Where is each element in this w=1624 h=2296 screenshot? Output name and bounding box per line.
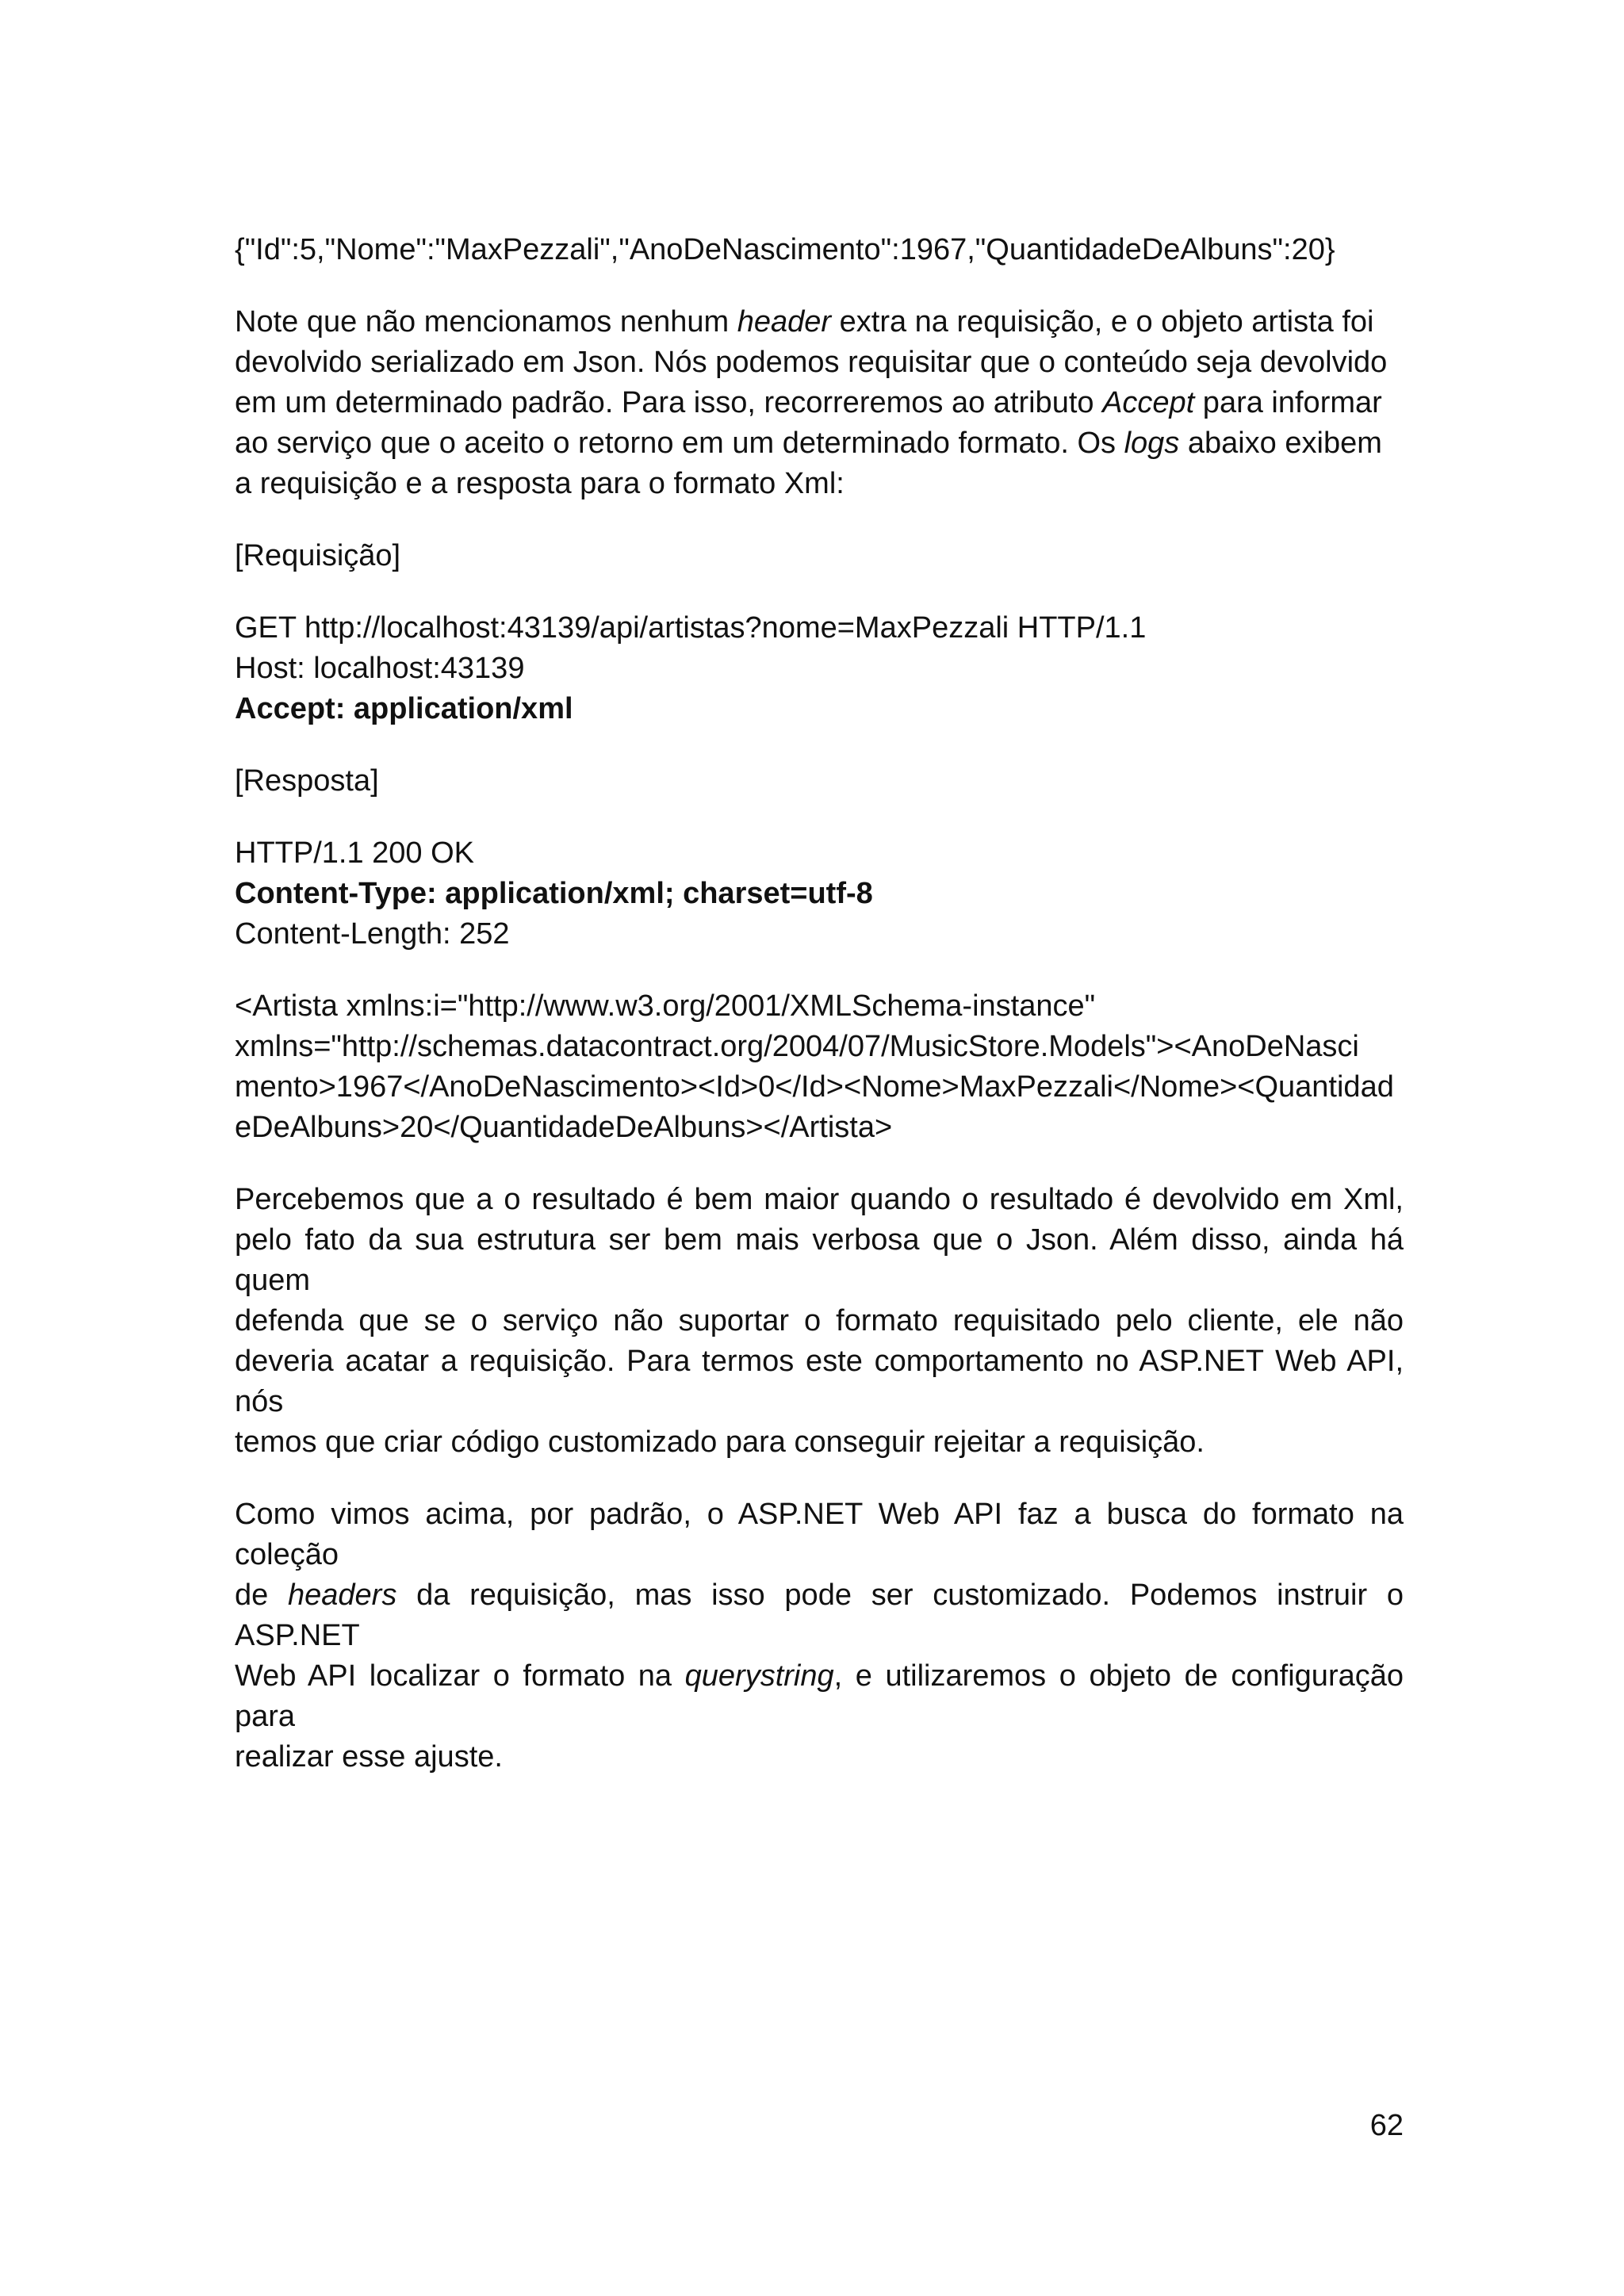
italic-term: logs <box>1124 427 1180 460</box>
italic-term: querystring <box>684 1659 834 1693</box>
paragraph-line: temos que criar código customizado para conseguir rejeitar a requisição. <box>235 1425 1205 1459</box>
xml-line: eDeAlbuns>20</QuantidadeDeAlbuns></Artista> <box>235 1111 893 1144</box>
text-run: Note que não mencionamos nenhum <box>235 305 737 339</box>
response-log <box>235 833 1404 955</box>
xml-body <box>235 986 1404 1148</box>
text-run: ao serviço que o aceito o retorno em um determinado formato. Os <box>235 427 1124 460</box>
paragraph-line <box>235 1656 1404 1737</box>
paragraph-intro <box>235 302 1404 504</box>
response-content-type: Content-Type: application/xml; charset=utf-8 <box>235 877 873 910</box>
text-run: abaixo exibem <box>1179 427 1382 460</box>
paragraph-line: realizar esse ajuste. <box>235 1740 503 1774</box>
paragraph-comparison <box>235 1180 1404 1463</box>
request-accept-header: Accept: application/xml <box>235 692 573 725</box>
response-content-length: Content-Length: 252 <box>235 917 510 951</box>
paragraph-line: Como vimos acima, por padrão, o ASP.NET Web API faz a busca do formato na coleção <box>235 1498 1404 1571</box>
text-run: em um determinado padrão. Para isso, recorreremos ao atributo <box>235 386 1103 419</box>
text-run: , e utilizaremos o objeto de configuração para <box>235 1659 1404 1733</box>
paragraph-line <box>235 302 1404 342</box>
text-run: Web API localizar o formato na <box>235 1659 685 1693</box>
xml-line: mento>1967</AnoDeNascimento><Id>0</Id><Nome>MaxPezzali</Nome><Quantidad <box>235 1070 1394 1104</box>
italic-term: Accept <box>1102 386 1195 419</box>
paragraph-line: devolvido serializado em Json. Nós podemos requisitar que o conteúdo seja devolvido <box>235 346 1388 379</box>
paragraph-customization <box>235 1494 1404 1777</box>
request-line: GET http://localhost:43139/api/artistas?nome=MaxPezzali HTTP/1.1 <box>235 611 1147 645</box>
paragraph-line: a requisição e a resposta para o formato Xml: <box>235 467 845 500</box>
italic-term: header <box>737 305 832 339</box>
json-example <box>235 230 1404 270</box>
request-host: Host: localhost:43139 <box>235 652 525 685</box>
text-run: da requisição, mas isso pode ser customizado. Podemos instruir o ASP.NET <box>235 1578 1404 1652</box>
request-label-block <box>235 536 1404 576</box>
response-label-block <box>235 761 1404 802</box>
request-label: [Requisição] <box>235 539 401 572</box>
text-run: de <box>235 1578 289 1612</box>
response-label: [Resposta] <box>235 764 379 798</box>
xml-line: xmlns="http://schemas.datacontract.org/2004/07/MusicStore.Models"><AnoDeNasci <box>235 1030 1359 1063</box>
text-run: extra na requisição, e o objeto artista foi <box>831 305 1374 339</box>
paragraph-line: deveria acatar a requisição. Para termos este comportamento no ASP.NET Web API, nós <box>235 1345 1404 1418</box>
paragraph-line <box>235 423 1404 464</box>
response-status: HTTP/1.1 200 OK <box>235 836 475 870</box>
json-line: {"Id":5,"Nome":"MaxPezzali","AnoDeNascimento":1967,"QuantidadeDeAlbuns":20} <box>235 233 1335 266</box>
paragraph-line <box>235 383 1404 423</box>
page-content <box>235 230 1404 1809</box>
paragraph-line <box>235 1575 1404 1656</box>
paragraph-line: pelo fato da sua estrutura ser bem mais verbosa que o Json. Além disso, ainda há quem <box>235 1223 1404 1297</box>
xml-line: <Artista xmlns:i="http://www.w3.org/2001/XMLSchema-instance" <box>235 989 1096 1023</box>
text-run: para informar <box>1194 386 1382 419</box>
paragraph-line: defenda que se o serviço não suportar o formato requisitado pelo cliente, ele não <box>235 1304 1404 1337</box>
page-number: 62 <box>1369 2109 1404 2142</box>
request-log <box>235 608 1404 729</box>
paragraph-line: Percebemos que a o resultado é bem maior quando o resultado é devolvido em Xml, <box>235 1183 1404 1216</box>
italic-term: headers <box>288 1578 397 1612</box>
